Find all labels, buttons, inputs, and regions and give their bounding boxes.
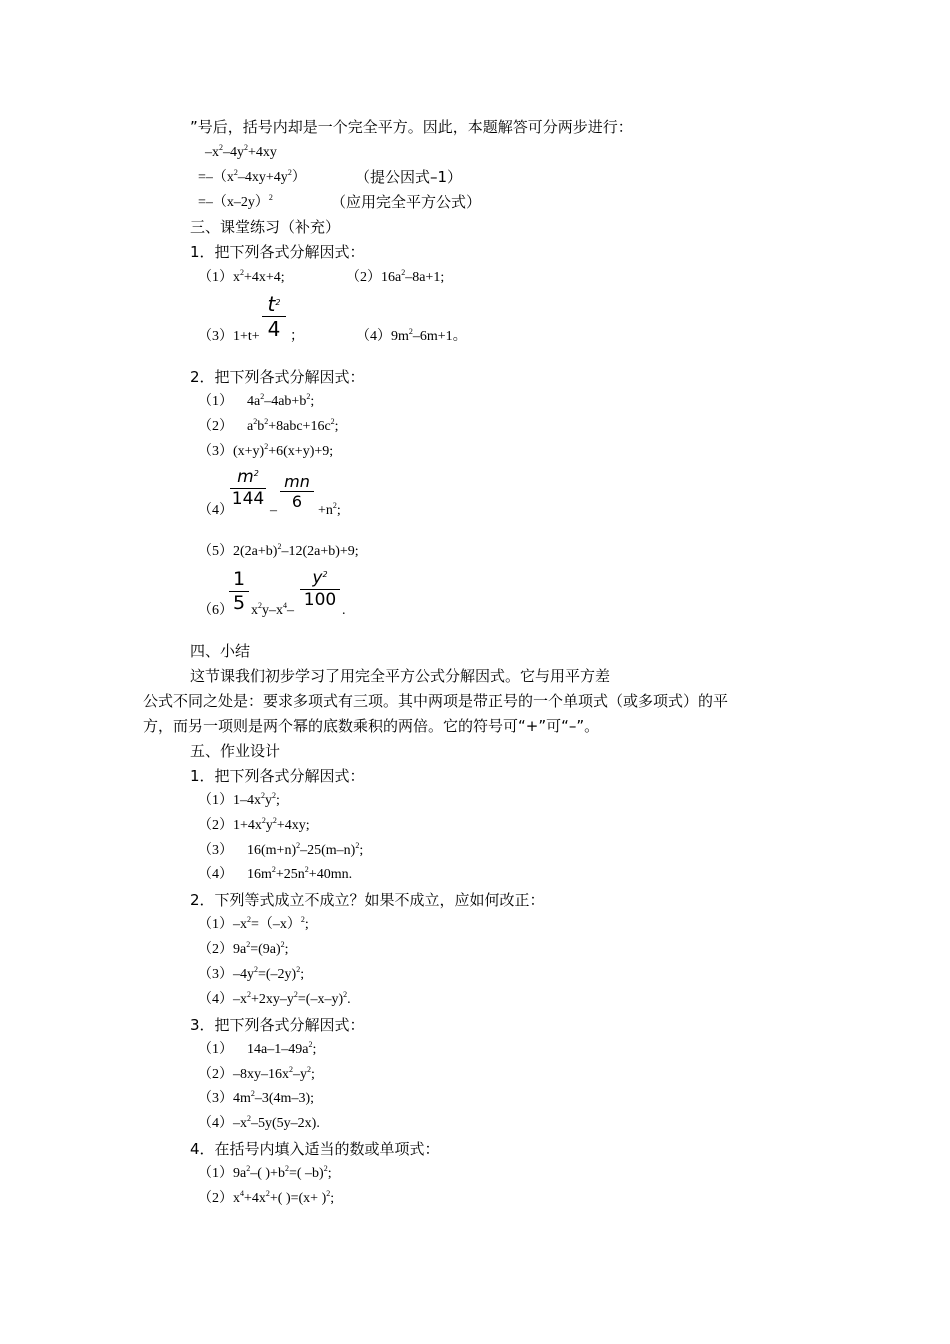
exercise-2-item-4-label: （4） xyxy=(198,503,233,518)
fraction-mn-over-6: $\frac{mn}{6}$ xyxy=(280,472,314,511)
exercise-2-item-4-end: $+n^2$; xyxy=(318,501,341,518)
solution-step-3: $=-(x-2y)^2$ xyxy=(198,193,273,210)
exercise-1-item-2: $(2)16a^2-8a+1$; xyxy=(346,268,445,285)
exercise-1-item-4: $(4)9m^2-6m+1$。 xyxy=(356,327,467,344)
homework-1-item-2: $(2)1+4x^2y^2+4xy$; xyxy=(198,816,310,833)
homework-1-prompt: 1．把下列各式分解因式： xyxy=(190,767,365,785)
summary-line-2: 公式不同之处是：要求多项式有三项。其中两项是带正号的一个单项式（或多项式）的平 xyxy=(143,692,729,710)
homework-2-item-1: $(1)-x^2=(-x)^2$; xyxy=(198,915,309,932)
summary-line-1: 这节课我们初步学习了用完全平方公式分解因式。它与用平方差 xyxy=(190,667,611,685)
solution-step-3-note: （应用完全平方公式） xyxy=(331,193,482,211)
exercise-2-item-1: （1） $4a^2-4ab+b^2$; xyxy=(198,392,315,409)
homework-2-item-4: $(4)-x^2+2xy-y^2=(-x-y)^2$. xyxy=(198,990,351,1007)
section-heading-summary: 四、小结 xyxy=(190,642,251,660)
homework-4-item-2: $(2)x^4+4x^2+$( )$=(x+ )^2$; xyxy=(198,1189,335,1206)
homework-3-item-4: $(4)-x^2-5y(5y-2x)$. xyxy=(198,1114,320,1131)
homework-3-item-2: $(2)-8xy-16x^2-y^2$; xyxy=(198,1065,315,1082)
homework-1-item-4: （4） $16m^2+25n^2+40mn$. xyxy=(198,865,353,882)
fraction-m2-over-144: $\frac{m^2}{144}$ xyxy=(231,467,265,509)
exercise-2-item-2: （2） $a^2b^2+8abc+16c^2$; xyxy=(198,417,339,434)
summary-line-3: 方，而另一项则是两个幂的底数乘积的两倍。它的符号可“+”可“–”。 xyxy=(143,717,600,735)
exercise-2-item-6-label: （6） xyxy=(198,603,233,618)
fraction-y2-over-100: $\frac{y^2}{100}$ xyxy=(300,568,340,611)
homework-4-item-1: $(1)9a^2-$( )$+b^2=$( –b)$^2$; xyxy=(198,1164,332,1181)
fraction-1-over-5: $\frac{1}{5}$ xyxy=(229,568,249,615)
exercise-2-item-5: $(5)2(2a+b)^2-12(2a+b)+9$; xyxy=(198,542,359,559)
section-heading-practice: 三、课堂练习（补充） xyxy=(190,218,341,236)
homework-1-item-1: $(1)1-4x^2y^2$; xyxy=(198,791,280,808)
exercise-1-item-3-end: ； xyxy=(290,329,304,344)
homework-3-item-1: （1） $14a-1-49a^2$; xyxy=(198,1040,317,1057)
homework-2-item-3: $(3)-4y^2=(-2y)^2$; xyxy=(198,965,305,982)
solution-step-2-note: （提公因式–1） xyxy=(355,168,463,186)
homework-4-prompt: 4．在括号内填入适当的数或单项式： xyxy=(190,1140,440,1158)
fraction-t2-over-4: $\frac{t^2}{4}$ xyxy=(262,292,286,341)
exercise-1-item-3: （3）1+t+ xyxy=(198,329,260,344)
exercise-2-prompt: 2．把下列各式分解因式： xyxy=(190,368,365,386)
exercise-1-item-1: $(1)x^2+4x+4$; xyxy=(198,268,285,285)
homework-3-item-3: $(3)4m^2-3(4m-3)$; xyxy=(198,1089,314,1106)
exercise-2-item-3: $(3)(x+y)^2+6(x+y)+9$; xyxy=(198,442,334,459)
homework-2-item-2: $(2)9a^2=(9a)^2$; xyxy=(198,940,289,957)
homework-3-prompt: 3．把下列各式分解因式： xyxy=(190,1016,365,1034)
homework-2-prompt: 2．下列等式成立不成立？如果不成立，应如何改正： xyxy=(190,891,545,909)
solution-step-2: $=-(x^2-4xy+4y^2)$ xyxy=(198,168,306,185)
exercise-1-prompt: 1．把下列各式分解因式： xyxy=(190,243,365,261)
paragraph-continuation: ”号后，括号内却是一个完全平方。因此，本题解答可分两步进行： xyxy=(190,118,633,136)
minus-sign: – xyxy=(270,503,277,518)
exercise-2-item-6-end: . xyxy=(342,603,346,618)
exercise-2-item-6-expr: $x^2y-x^4-$ xyxy=(251,601,294,618)
solution-step-1: $-x^2-4y^2+4xy$ xyxy=(205,143,277,160)
homework-1-item-3: （3） $16(m+n)^2-25(m-n)^2$; xyxy=(198,841,364,858)
section-heading-homework: 五、作业设计 xyxy=(190,742,281,760)
